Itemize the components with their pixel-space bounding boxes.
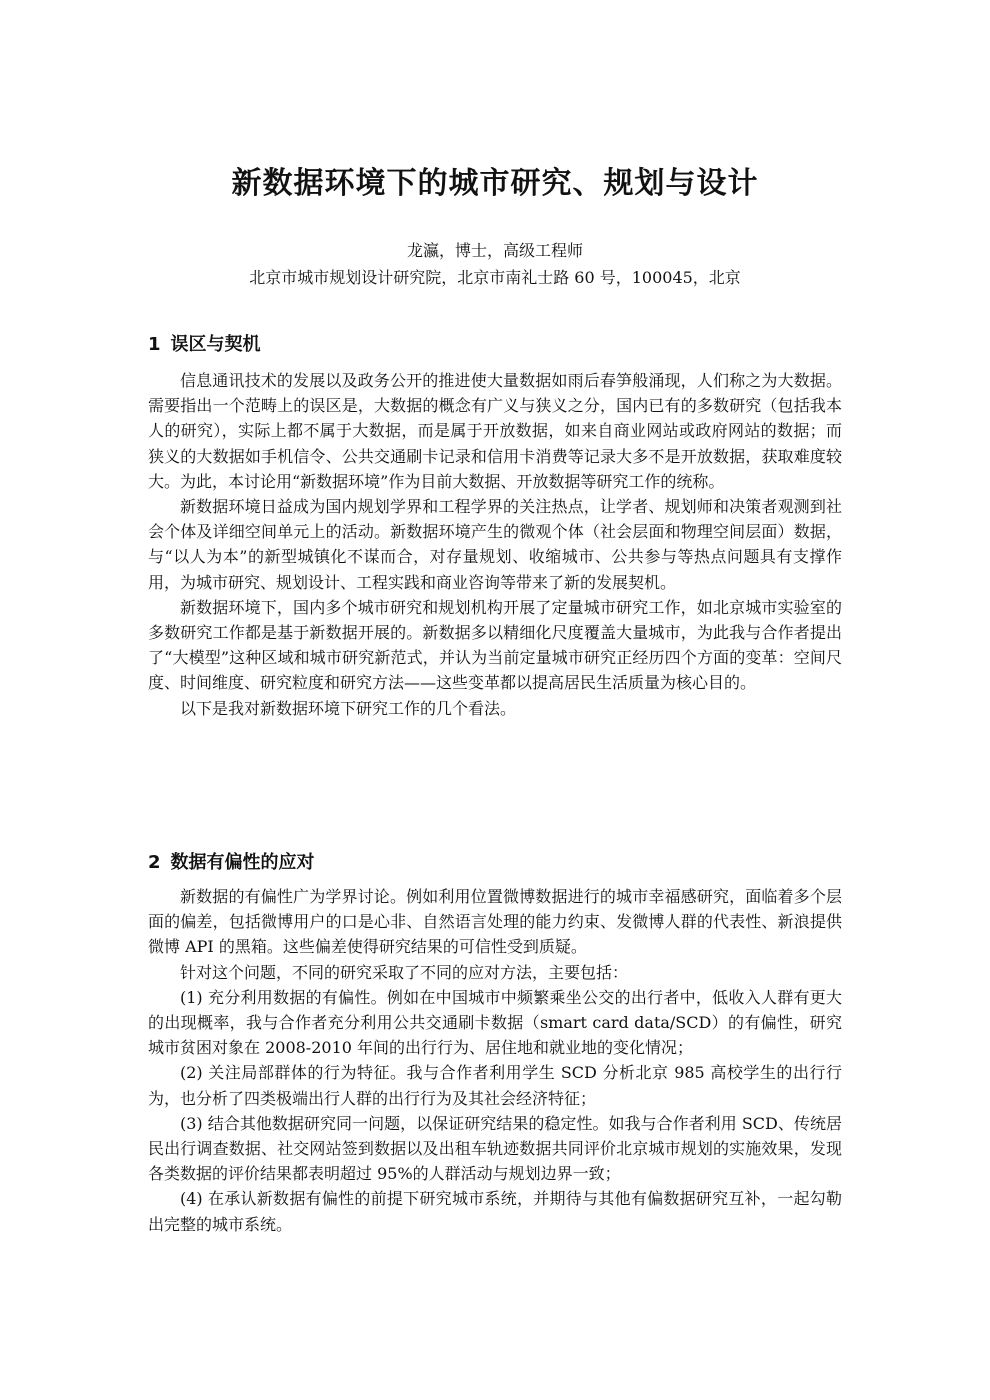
author-line: 龙瀛，博士，高级工程师 [406,241,583,260]
section-2-paragraph-1: 新数据的有偏性广为学界讨论。例如利用位置微博数据进行的城市幸福感研究，面临着多个层面的偏差，包括微博用户的口是心非、自然语言处理的能力约束、发微博人群的代表性、新浪提供微博 API 的黑箱。这些偏差使得研究结果的可信性受到质疑。 [148,887,842,957]
section-2-body [148,884,842,1237]
section-2-heading [148,848,315,874]
section-2-title: 数据有偏性的应对 [170,852,315,873]
section-1-title: 误区与契机 [170,334,261,355]
section-1-paragraph-1: 信息通讯技术的发展以及政务公开的推进使大量数据如雨后春笋般涌现，人们称之为大数据。需要指出一个范畴上的误区是，大数据的概念有广义与狭义之分，国内已有的多数研究（包括我本人的研究），实际上都不属于大数据，而是属于开放数据，如来自商业网站或政府网站的数据；而狭义的大数据如手机信令、公共交通刷卡记录和信用卡消费等记录大多不是开放数据，获取难度较大。为此，本讨论用“新数据环境”作为目前大数据、开放数据等研究工作的统称。 [148,371,842,491]
section-2-paragraph-2: 针对这个问题，不同的研究采取了不同的应对方法，主要包括： [180,962,629,982]
section-1-number: 1 [148,334,161,355]
section-2-list-item-4: (4) 在承认新数据有偏性的前提下研究城市系统，并期待与其他有偏数据研究互补，一起勾勒出完整的城市系统。 [148,1189,842,1234]
section-1-heading [148,330,261,356]
section-2-list-item-3: (3) 结合其他数据研究同一问题，以保证研究结果的稳定性。如我与合作者利用 SCD、传统居民出行调查数据、社交网站签到数据以及出租车轨迹数据共同评价北京城市规划的实施效果，发现各类数据的评价结果都表明超过 95%的人群活动与规划边界一致； [148,1113,842,1184]
section-1-paragraph-4: 以下是我对新数据环境下研究工作的几个看法。 [180,698,517,718]
section-2-list-item-1: (1) 充分利用数据的有偏性。例如在中国城市中频繁乘坐公交的出行者中，低收入人群有更大的出现概率，我与合作者充分利用公共交通刷卡数据（smart card data/SCD）的有偏性，研究城市贫困对象在 2008-2010 年间的出行行为、居住地和就业地的变化情况； [148,987,842,1058]
section-1-paragraph-3: 新数据环境下，国内多个城市研究和规划机构开展了定量城市研究工作，如北京城市实验室的多数研究工作都是基于新数据开展的。新数据多以精细化尺度覆盖大量城市，为此我与合作者提出了“大模型”这种区域和城市研究新范式，并认为当前定量城市研究正经历四个方面的变革：空间尺度、时间维度、研究粒度和研究方法——这些变革都以提高居民生活质量为核心目的。 [148,597,842,693]
section-1-paragraph-2: 新数据环境日益成为国内规划学界和工程学界的关注热点，让学者、规划师和决策者观测到社会个体及详细空间单元上的活动。新数据环境产生的微观个体（社会层面和物理空间层面）数据，与“以人为本”的新型城镇化不谋而合，对存量规划、收缩城市、公共参与等热点问题具有支撑作用，为城市研究、规划设计、工程实践和商业咨询等带来了新的发展契机。 [148,497,842,592]
affiliation-line: 北京市城市规划设计研究院，北京市南礼士路 60 号，100045，北京 [249,268,741,287]
section-2-number: 2 [148,852,161,873]
section-1-body [148,368,842,721]
section-2-list-item-2: (2) 关注局部群体的行为特征。我与合作者利用学生 SCD 分析北京 985 高校学生的出行行为，也分析了四类极端出行人群的出行行为及其社会经济特征； [148,1063,842,1108]
document-title: 新数据环境下的城市研究、规划与设计 [231,166,759,201]
